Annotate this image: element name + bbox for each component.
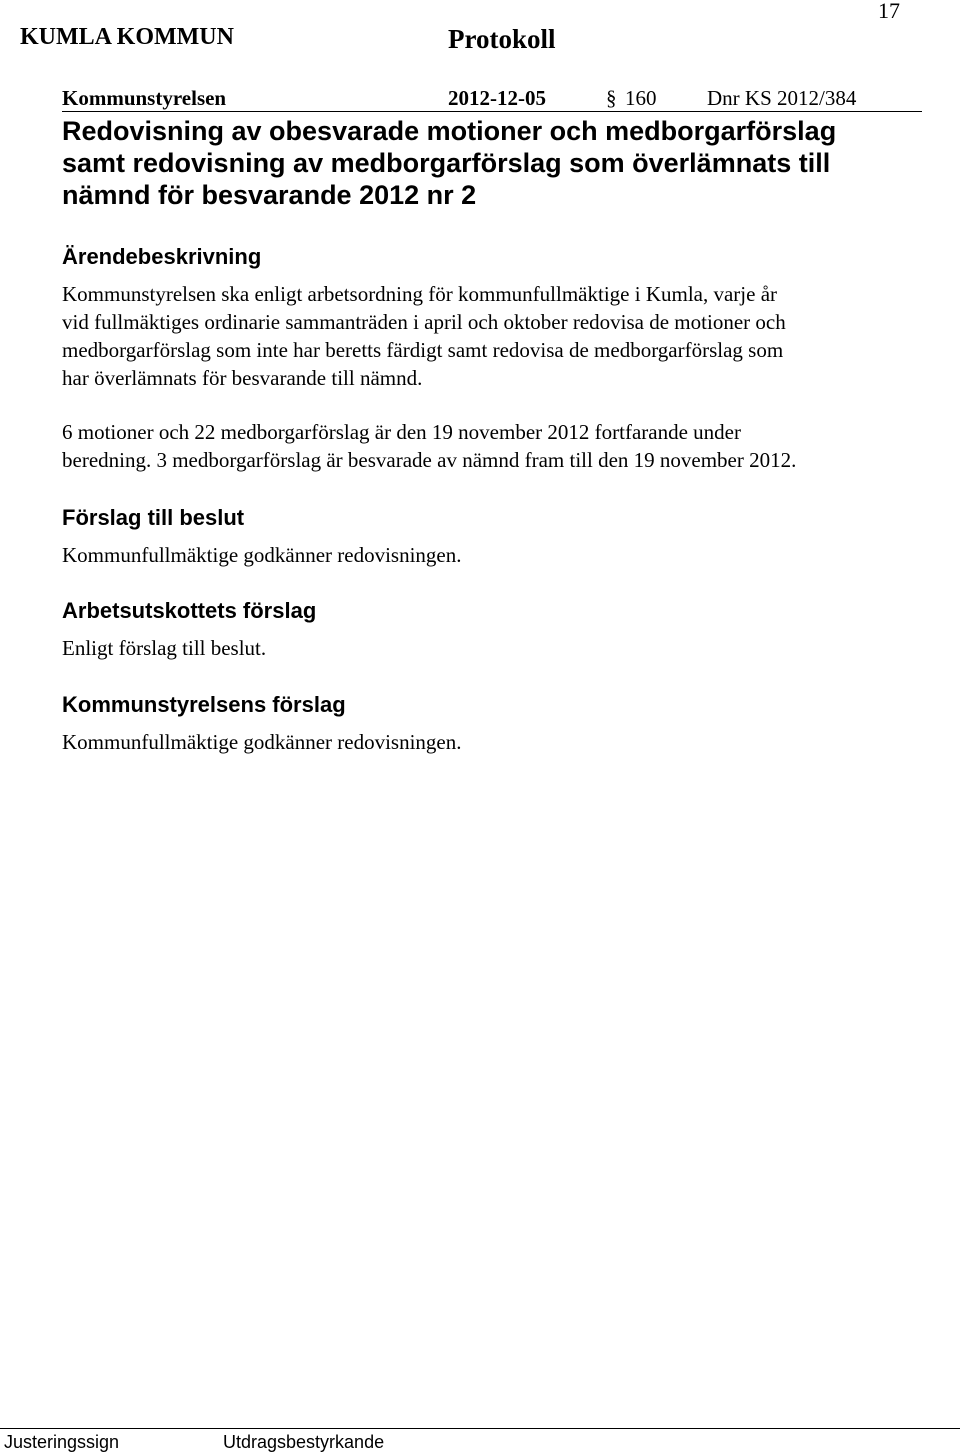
- paragraph-sign: §: [606, 86, 617, 110]
- paragraph-number: 160: [625, 86, 657, 110]
- paragraph-line: Kommunstyrelsen ska enligt arbetsordning för kommunfullmäktige i Kumla, varje år: [62, 282, 778, 306]
- forslag-text: Kommunfullmäktige godkänner redovisningen.: [62, 543, 462, 567]
- section-heading-forslag-till-beslut: Förslag till beslut: [62, 505, 245, 530]
- organization-name: KUMLA KOMMUN: [20, 24, 234, 50]
- au-text: Enligt förslag till beslut.: [62, 636, 267, 660]
- title-line: Redovisning av obesvarade motioner och medborgarförslag: [62, 116, 837, 146]
- section-heading-kommunstyrelsens-forslag: Kommunstyrelsens förslag: [62, 692, 346, 717]
- paragraph-line: medborgarförslag som inte har beretts färdigt samt redovisa de medborgarförslag som: [62, 338, 784, 362]
- paragraph-line: 6 motioner och 22 medborgarförslag är den 19 november 2012 fortfarande under: [62, 420, 741, 444]
- footer-utdrag-label: Utdragsbestyrkande: [223, 1432, 385, 1452]
- footer-justering-label: Justeringssign: [4, 1432, 120, 1452]
- title-line: nämnd för besvarande 2012 nr 2: [62, 180, 477, 210]
- page-number: 17: [878, 0, 900, 23]
- header-divider: [62, 111, 922, 112]
- meeting-date: 2012-12-05: [448, 86, 546, 110]
- section-heading-arendebeskrivning: Ärendebeskrivning: [62, 244, 262, 269]
- status-paragraph: [62, 418, 796, 474]
- title-line: samt redovisning av medborgarförslag som överlämnats till: [62, 148, 831, 178]
- section-heading-arbetsutskottets-forslag: Arbetsutskottets förslag: [62, 598, 317, 623]
- paragraph-line: vid fullmäktiges ordinarie sammanträden i april och oktober redovisa de motioner och: [62, 310, 786, 334]
- arende-paragraph: [62, 280, 786, 392]
- ks-text: Kommunfullmäktige godkänner redovisningen.: [62, 730, 462, 754]
- footer-divider: [0, 1428, 960, 1429]
- meeting-body: Kommunstyrelsen: [62, 86, 227, 110]
- document-type: Protokoll: [448, 24, 556, 54]
- diary-number: Dnr KS 2012/384: [707, 86, 857, 110]
- page-title: [62, 115, 932, 211]
- paragraph-line: beredning. 3 medborgarförslag är besvarade av nämnd fram till den 19 november 2012.: [62, 448, 797, 472]
- paragraph-line: har överlämnats för besvarande till nämnd.: [62, 366, 423, 390]
